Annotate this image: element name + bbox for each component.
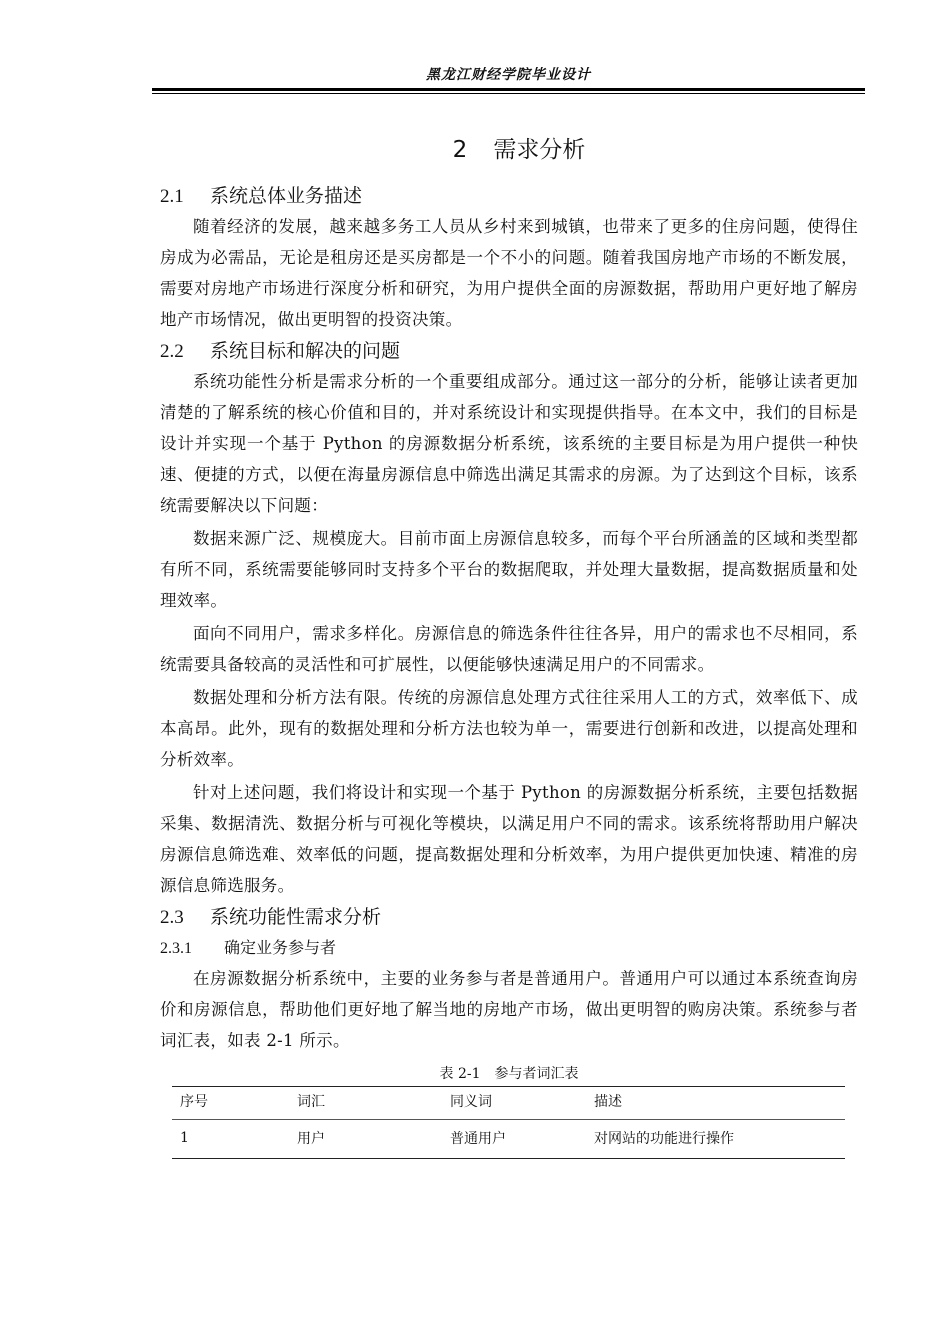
table-header-cell: 序号 — [180, 1094, 208, 1110]
paragraph: 针对上述问题，我们将设计和实现一个基于 Python 的房源数据分析系统，主要包括数据采集、数据清洗、数据分析与可视化等模块，以满足用户不同的需求。该系统将帮助用户解决房源信息筛选难、效率低的问题，提高数据处理和分析效率，为用户提供更加快速、精准的房源信息筛选服务。 — [160, 783, 858, 895]
section-number: 2.1 — [160, 186, 184, 207]
document-body — [160, 132, 858, 1159]
page-header: 黑龙江财经学院毕业设计 — [426, 67, 591, 83]
table-cell: 对网站的功能进行操作 — [594, 1131, 734, 1147]
paragraph: 系统功能性分析是需求分析的一个重要组成部分。通过这一部分的分析，能够让读者更加清楚的了解系统的核心价值和目的，并对系统设计和实现提供指导。在本文中，我们的目标是设计并实现一个基于 Python 的房源数据分析系统，该系统的主要目标是为用户提供一种快速、便捷的方式，以便在海量房源信息中筛选出满足其需求的房源。为了达到这个目标，该系统需要解决以下问题： — [160, 372, 858, 515]
paragraph: 数据处理和分析方法有限。传统的房源信息处理方式往往采用人工的方式，效率低下、成本高昂。此外，现有的数据处理和分析方法也较为单一，需要进行创新和改进，以提高处理和分析效率。 — [160, 688, 858, 769]
table-header-cell: 词汇 — [297, 1094, 325, 1110]
section-heading-2-1 — [160, 182, 858, 211]
section-heading-2-3 — [160, 903, 858, 932]
paragraph: 在房源数据分析系统中，主要的业务参与者是普通用户。普通用户可以通过本系统查询房价和房源信息，帮助他们更好地了解当地的房地产市场，做出更明智的购房决策。系统参与者词汇表，如表 2-1 所示。 — [160, 969, 858, 1050]
table-header-row — [172, 1087, 845, 1120]
table-header-cell: 同义词 — [450, 1094, 492, 1110]
chapter-title — [160, 132, 858, 168]
table-caption — [160, 1064, 858, 1084]
table-caption-title: 参与者词汇表 — [494, 1066, 579, 1082]
section-heading-2-2 — [160, 337, 858, 366]
table-cell: 普通用户 — [450, 1131, 506, 1147]
subsection-heading-2-3-1 — [160, 934, 858, 963]
table-cell: 1 — [180, 1130, 189, 1146]
paragraph: 数据来源广泛、规模庞大。目前市面上房源信息较多，而每个平台所涵盖的区域和类型都有所不同，系统需要能够同时支持多个平台的数据爬取，并处理大量数据，提高数据质量和处理效率。 — [160, 529, 858, 610]
section-number: 2.3 — [160, 907, 184, 928]
table-row — [172, 1120, 845, 1159]
paragraph: 随着经济的发展，越来越多务工人员从乡村来到城镇，也带来了更多的住房问题，使得住房成为必需品，无论是租房还是买房都是一个不小的问题。随着我国房地产市场的不断发展，需要对房地产市场进行深度分析和研究，为用户提供全面的房源数据，帮助用户更好地了解房地产市场情况，做出更明智的投资决策。 — [160, 217, 858, 329]
paragraph: 面向不同用户，需求多样化。房源信息的筛选条件往往各异，用户的需求也不尽相同，系统需要具备较高的灵活性和可扩展性，以便能够快速满足用户的不同需求。 — [160, 624, 858, 674]
subsection-number: 2.3.1 — [160, 940, 192, 957]
header-rule-thick — [152, 88, 865, 91]
header-rule-thin — [152, 93, 865, 94]
table-header-cell: 描述 — [594, 1094, 622, 1110]
table-cell: 用户 — [297, 1131, 325, 1147]
chapter-title-text: 需求分析 — [493, 137, 586, 163]
table-caption-number: 表 2-1 — [439, 1066, 481, 1082]
section-title: 系统功能性需求分析 — [210, 906, 382, 928]
section-title: 系统目标和解决的问题 — [210, 340, 401, 362]
chapter-number: 2 — [452, 137, 468, 163]
participant-glossary-table — [172, 1086, 845, 1159]
section-title: 系统总体业务描述 — [210, 185, 363, 207]
subsection-title: 确定业务参与者 — [224, 938, 337, 957]
section-number: 2.2 — [160, 341, 184, 362]
